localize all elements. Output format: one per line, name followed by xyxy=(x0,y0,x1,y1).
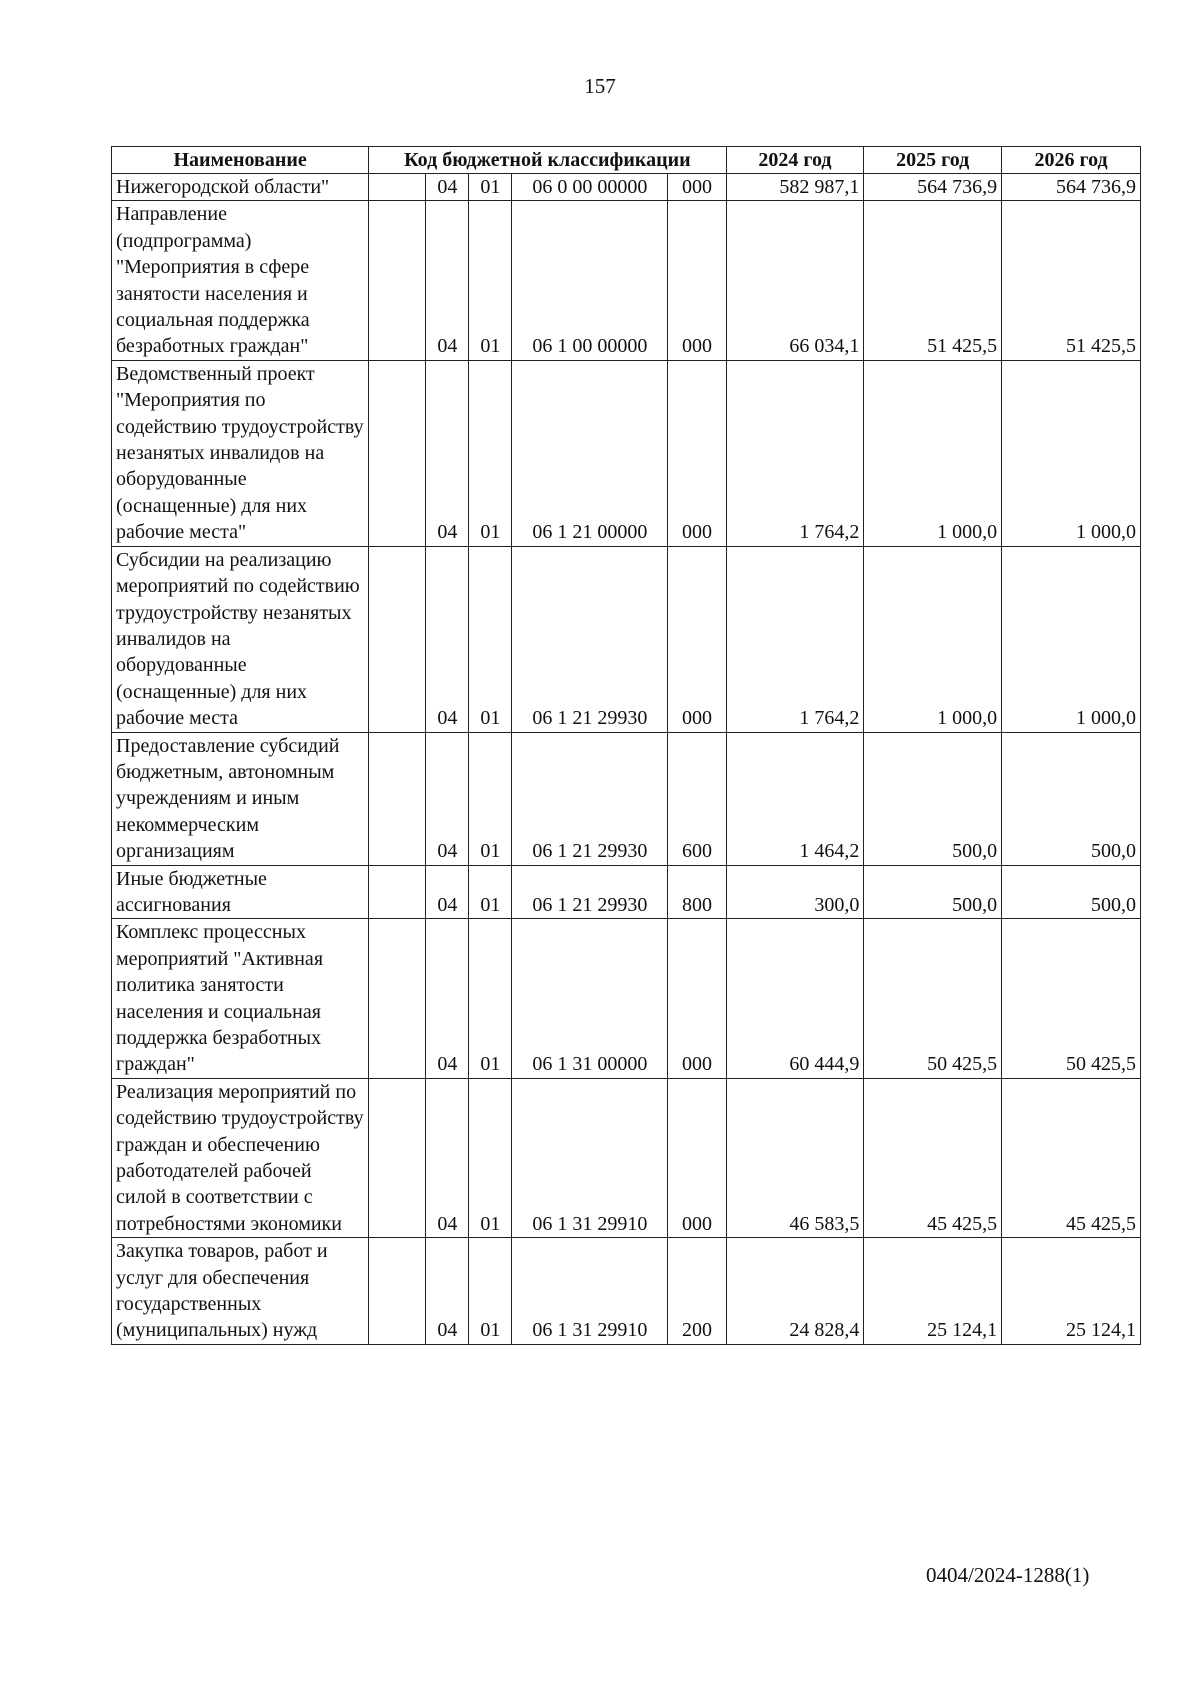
amount-2024: 582 987,1 xyxy=(726,174,864,201)
target-article-code: 06 1 21 29930 xyxy=(512,865,668,919)
amount-2026: 1 000,0 xyxy=(1002,546,1141,732)
amount-2026: 500,0 xyxy=(1002,865,1141,919)
blank-cell xyxy=(369,1238,426,1345)
section-code: 04 xyxy=(426,732,469,865)
row-name: Субсидии на реализацию мероприятий по содействию трудоустройству незанятых инвалидов на оборудованные (оснащенные) для них рабочие места xyxy=(112,546,369,732)
amount-2026: 564 736,9 xyxy=(1002,174,1141,201)
amount-2026: 51 425,5 xyxy=(1002,201,1141,360)
amount-2026: 1 000,0 xyxy=(1002,360,1141,546)
header-row xyxy=(112,147,1141,174)
amount-2025: 45 425,5 xyxy=(864,1078,1002,1237)
section-code: 04 xyxy=(426,201,469,360)
subsection-code: 01 xyxy=(469,360,512,546)
blank-cell xyxy=(369,360,426,546)
blank-cell xyxy=(369,865,426,919)
subsection-code: 01 xyxy=(469,732,512,865)
amount-2024: 1 764,2 xyxy=(726,546,864,732)
target-article-code: 06 1 31 00000 xyxy=(512,919,668,1078)
blank-cell xyxy=(369,919,426,1078)
subsection-code: 01 xyxy=(469,1238,512,1345)
expense-type-code: 800 xyxy=(668,865,726,919)
amount-2026: 45 425,5 xyxy=(1002,1078,1141,1237)
amount-2025: 564 736,9 xyxy=(864,174,1002,201)
amount-2025: 1 000,0 xyxy=(864,360,1002,546)
target-article-code: 06 1 21 29930 xyxy=(512,732,668,865)
header-code: Код бюджетной классификации xyxy=(369,147,726,174)
row-name: Закупка товаров, работ и услуг для обеспечения государственных (муниципальных) нужд xyxy=(112,1238,369,1345)
section-code: 04 xyxy=(426,1238,469,1345)
amount-2026: 25 124,1 xyxy=(1002,1238,1141,1345)
amount-2024: 1 764,2 xyxy=(726,360,864,546)
expense-type-code: 600 xyxy=(668,732,726,865)
amount-2024: 24 828,4 xyxy=(726,1238,864,1345)
row-name: Нижегородской области" xyxy=(112,174,369,201)
table-row xyxy=(112,919,1141,1078)
budget-table xyxy=(111,146,1141,1345)
expense-type-code: 000 xyxy=(668,174,726,201)
section-code: 04 xyxy=(426,1078,469,1237)
section-code: 04 xyxy=(426,865,469,919)
table-row xyxy=(112,201,1141,360)
subsection-code: 01 xyxy=(469,919,512,1078)
expense-type-code: 000 xyxy=(668,201,726,360)
expense-type-code: 000 xyxy=(668,546,726,732)
table-row xyxy=(112,1238,1141,1345)
amount-2026: 50 425,5 xyxy=(1002,919,1141,1078)
blank-cell xyxy=(369,174,426,201)
row-name: Ведомственный проект "Мероприятия по содействию трудоустройству незанятых инвалидов на оборудованные (оснащенные) для них рабочие места" xyxy=(112,360,369,546)
table-row xyxy=(112,174,1141,201)
amount-2025: 500,0 xyxy=(864,732,1002,865)
expense-type-code: 000 xyxy=(668,919,726,1078)
table-row xyxy=(112,732,1141,865)
header-2025: 2025 год xyxy=(864,147,1002,174)
expense-type-code: 000 xyxy=(668,1078,726,1237)
subsection-code: 01 xyxy=(469,174,512,201)
section-code: 04 xyxy=(426,360,469,546)
blank-cell xyxy=(369,546,426,732)
subsection-code: 01 xyxy=(469,546,512,732)
subsection-code: 01 xyxy=(469,201,512,360)
amount-2025: 1 000,0 xyxy=(864,546,1002,732)
amount-2026: 500,0 xyxy=(1002,732,1141,865)
expense-type-code: 200 xyxy=(668,1238,726,1345)
target-article-code: 06 1 31 29910 xyxy=(512,1078,668,1237)
header-name: Наименование xyxy=(112,147,369,174)
target-article-code: 06 1 31 29910 xyxy=(512,1238,668,1345)
amount-2024: 300,0 xyxy=(726,865,864,919)
subsection-code: 01 xyxy=(469,865,512,919)
section-code: 04 xyxy=(426,919,469,1078)
amount-2024: 1 464,2 xyxy=(726,732,864,865)
target-article-code: 06 1 21 29930 xyxy=(512,546,668,732)
target-article-code: 06 1 21 00000 xyxy=(512,360,668,546)
amount-2024: 66 034,1 xyxy=(726,201,864,360)
amount-2025: 500,0 xyxy=(864,865,1002,919)
blank-cell xyxy=(369,1078,426,1237)
header-2024: 2024 год xyxy=(726,147,864,174)
amount-2025: 50 425,5 xyxy=(864,919,1002,1078)
expense-type-code: 000 xyxy=(668,360,726,546)
section-code: 04 xyxy=(426,546,469,732)
row-name: Комплекс процессных мероприятий "Активная политика занятости населения и социальная поддержка безработных граждан" xyxy=(112,919,369,1078)
amount-2025: 25 124,1 xyxy=(864,1238,1002,1345)
table-row xyxy=(112,546,1141,732)
section-code: 04 xyxy=(426,174,469,201)
row-name: Предоставление субсидий бюджетным, автономным учреждениям и иным некоммерческим организациям xyxy=(112,732,369,865)
amount-2024: 60 444,9 xyxy=(726,919,864,1078)
table-row xyxy=(112,1078,1141,1237)
target-article-code: 06 1 00 00000 xyxy=(512,201,668,360)
header-2026: 2026 год xyxy=(1002,147,1141,174)
blank-cell xyxy=(369,201,426,360)
target-article-code: 06 0 00 00000 xyxy=(512,174,668,201)
table-row xyxy=(112,360,1141,546)
row-name: Иные бюджетные ассигнования xyxy=(112,865,369,919)
table-row xyxy=(112,865,1141,919)
page-number: 157 xyxy=(584,74,616,98)
amount-2024: 46 583,5 xyxy=(726,1078,864,1237)
subsection-code: 01 xyxy=(469,1078,512,1237)
amount-2025: 51 425,5 xyxy=(864,201,1002,360)
row-name: Реализация мероприятий по содействию трудоустройству граждан и обеспечению работодателей рабочей силой в соответствии с потребностями экономики xyxy=(112,1078,369,1237)
row-name: Направление (подпрограмма) "Мероприятия в сфере занятости населения и социальная поддержка безработных граждан" xyxy=(112,201,369,360)
blank-cell xyxy=(369,732,426,865)
document-code: 0404/2024-1288(1) xyxy=(926,1563,1090,1587)
